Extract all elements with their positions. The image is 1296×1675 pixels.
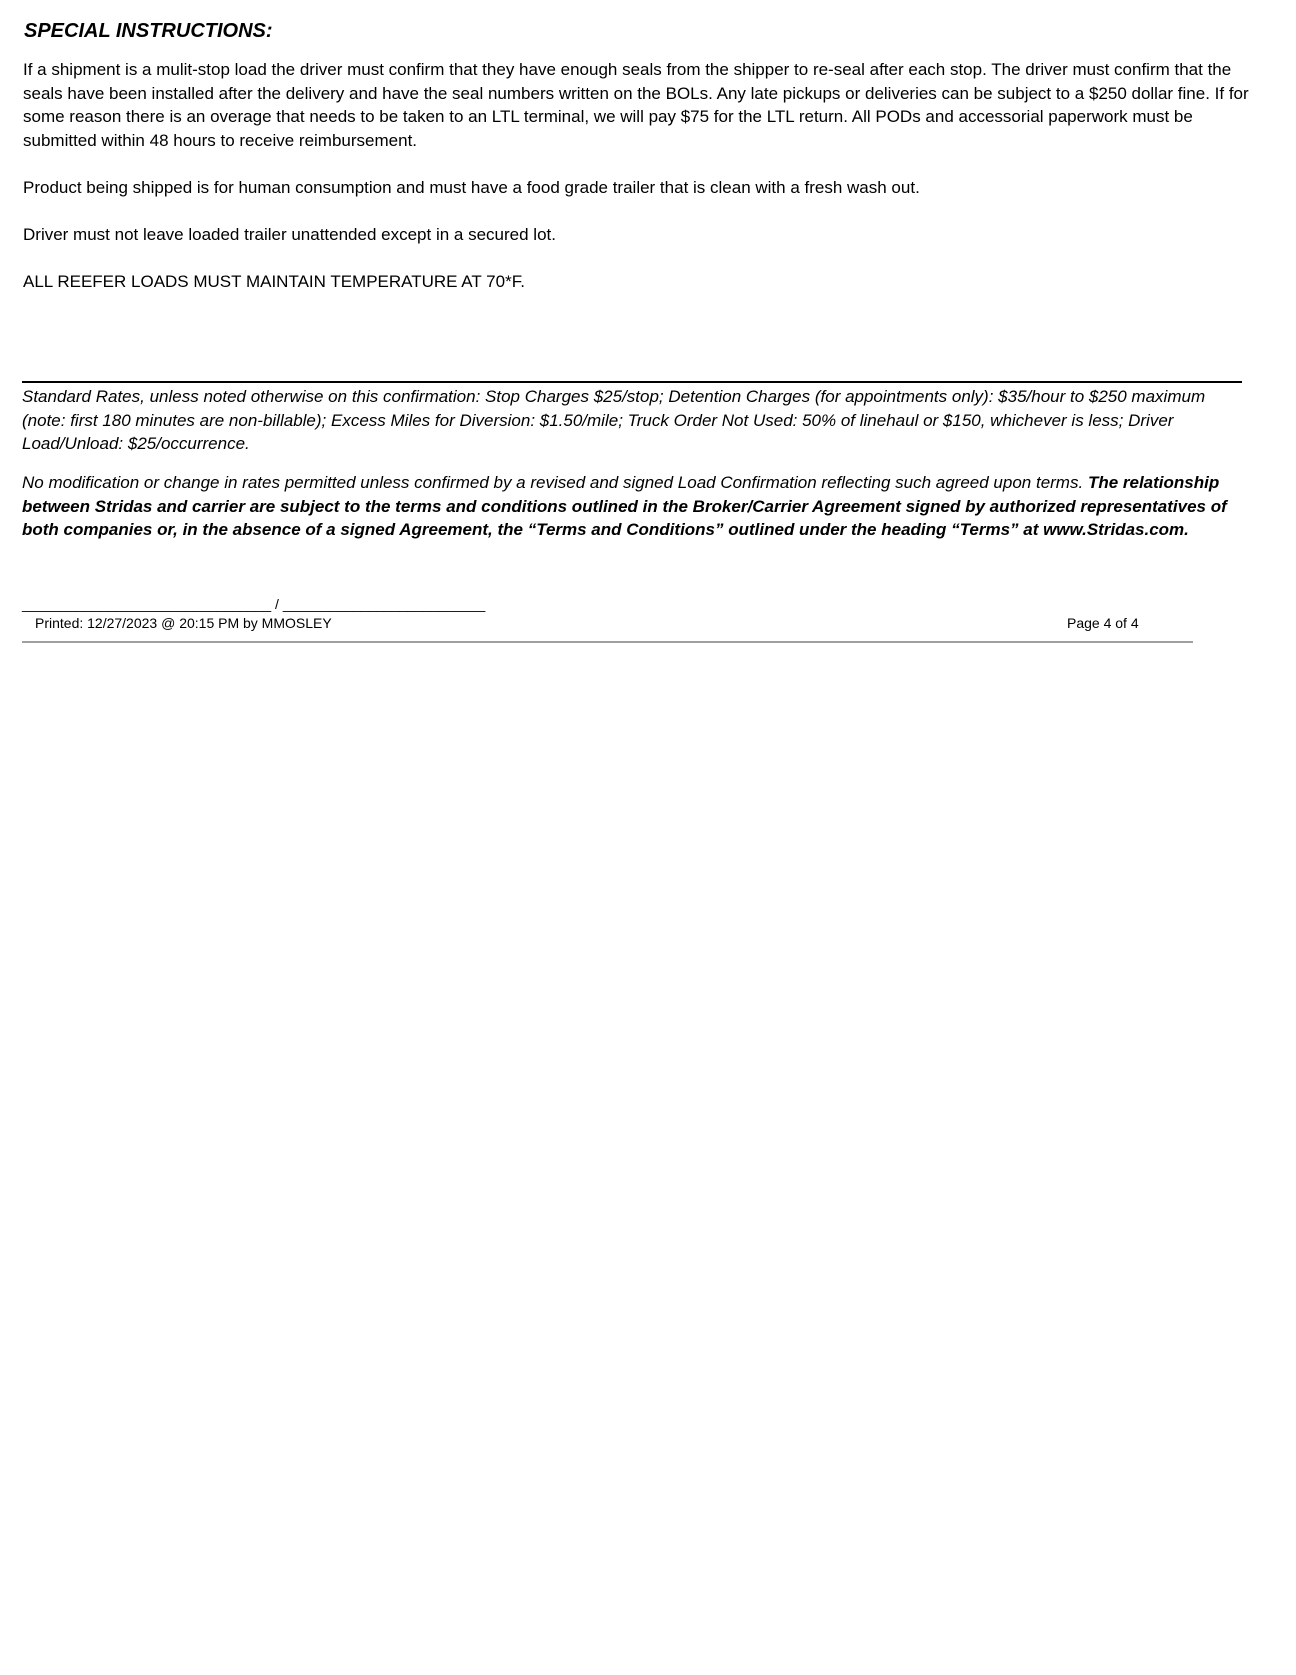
relationship-text: The relationship between Stridas and carrier are subject to the terms and conditions outlined in the Broker/Carrier Agreement signed by authorized representatives of both companies or, in the absence of a signed Agreement, the “Terms and Conditions” outlined under the heading “Terms” at www.Stridas.com. xyxy=(22,473,1227,539)
section-divider xyxy=(22,381,1242,383)
modification-terms xyxy=(22,471,1250,542)
instruction-multi-stop: If a shipment is a mulit-stop load the driver must confirm that they have enough seals from the shipper to re-seal after each stop. The driver must confirm that the seals have been installed after the delivery and have the seal numbers written on the BOLs. Any late pickups or deliveries can be subject to a $250 dollar fine. If for some reason there is an overage that needs to be taken to an LTL terminal, we will pay $75 for the LTL return. All PODs and accessorial paperwork must be submitted within 48 hours to receive reimbursement. xyxy=(23,60,1249,150)
instruction-food-grade: Product being shipped is for human consumption and must have a food grade trailer that is clean with a fresh wash out. xyxy=(23,178,920,197)
page-number: Page 4 of 4 xyxy=(1067,615,1139,631)
instruction-reefer-temperature: ALL REEFER LOADS MUST MAINTAIN TEMPERATURE AT 70*F. xyxy=(23,272,525,291)
modification-text: No modification or change in rates permitted unless confirmed by a revised and signed Load Confirmation reflecting such agreed upon terms. xyxy=(22,473,1084,492)
printed-info: Printed: 12/27/2023 @ 20:15 PM by MMOSLEY xyxy=(35,615,332,631)
standard-rates-text: Standard Rates, unless noted otherwise on this confirmation: Stop Charges $25/stop; Detention Charges (for appointments only): $35/hour to $250 maximum (note: first 180 minutes are non-billable); Excess Miles for Diversion: $1.50/mile; Truck Order Not Used: 50% of linehaul or $150, whichever is less; Driver Load/Unload: $25/occurrence. xyxy=(22,387,1206,453)
signature-line: ________________________________ / __________________________ xyxy=(22,596,486,612)
footer-divider xyxy=(22,641,1193,643)
special-instructions-heading: SPECIAL INSTRUCTIONS: xyxy=(24,20,273,42)
instruction-secured-lot: Driver must not leave loaded trailer unattended except in a secured lot. xyxy=(23,225,556,244)
